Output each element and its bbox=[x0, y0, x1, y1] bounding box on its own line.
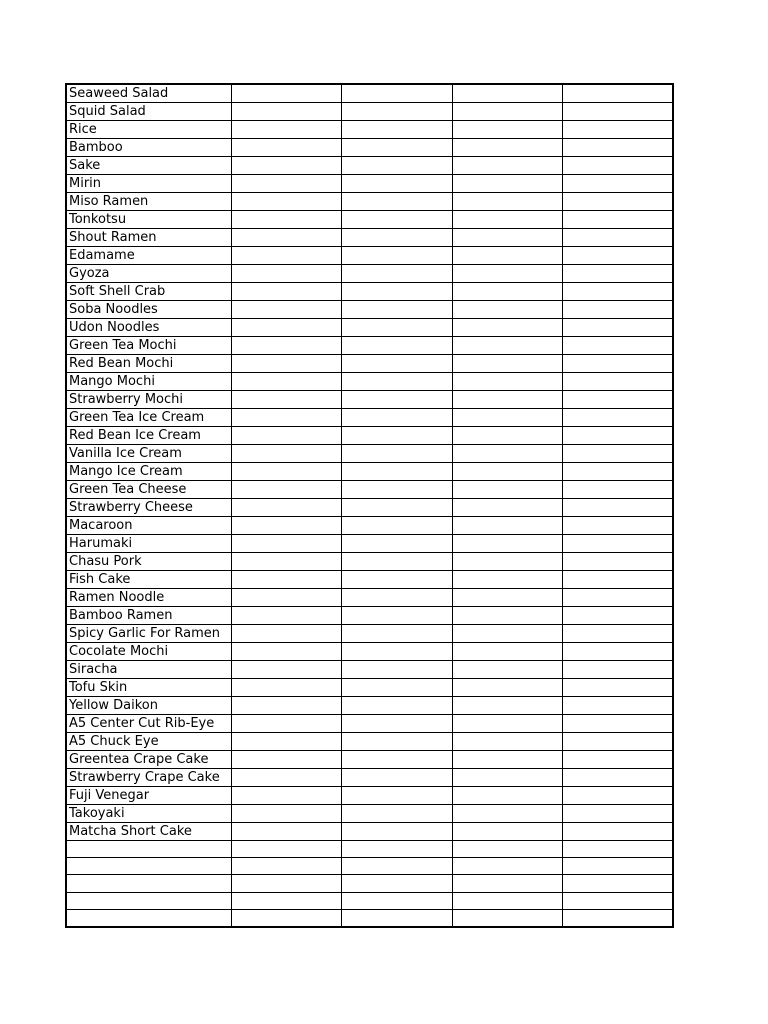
empty-cell[interactable] bbox=[231, 103, 341, 121]
empty-cell[interactable] bbox=[341, 517, 452, 535]
table-row bbox=[66, 909, 673, 926]
item-name-cell[interactable]: Mango Ice Cream bbox=[66, 463, 231, 481]
empty-cell[interactable] bbox=[452, 625, 562, 643]
empty-cell[interactable] bbox=[452, 157, 562, 175]
empty-cell[interactable] bbox=[452, 373, 562, 391]
empty-cell[interactable] bbox=[452, 535, 562, 553]
item-name-cell[interactable]: Siracha bbox=[66, 661, 231, 679]
table-row bbox=[66, 733, 673, 751]
table-row bbox=[66, 787, 673, 805]
empty-cell[interactable] bbox=[341, 409, 452, 427]
empty-cell[interactable] bbox=[231, 445, 341, 463]
empty-cell[interactable] bbox=[452, 175, 562, 193]
empty-cell[interactable] bbox=[562, 841, 673, 858]
empty-cell[interactable] bbox=[562, 697, 673, 715]
empty-cell[interactable] bbox=[562, 301, 673, 319]
empty-cell[interactable] bbox=[452, 427, 562, 445]
item-name-cell[interactable]: Bamboo bbox=[66, 139, 231, 157]
empty-cell[interactable] bbox=[341, 427, 452, 445]
empty-cell[interactable] bbox=[452, 553, 562, 571]
table-row bbox=[66, 661, 673, 679]
table-row bbox=[66, 571, 673, 589]
empty-cell[interactable] bbox=[231, 607, 341, 625]
empty-cell[interactable] bbox=[231, 463, 341, 481]
table-row bbox=[66, 625, 673, 643]
empty-cell[interactable] bbox=[341, 679, 452, 697]
table-row bbox=[66, 355, 673, 373]
empty-cell[interactable] bbox=[341, 787, 452, 805]
empty-cell[interactable] bbox=[231, 84, 341, 103]
table-row bbox=[66, 427, 673, 445]
item-name-cell[interactable]: Takoyaki bbox=[66, 805, 231, 823]
empty-cell[interactable] bbox=[562, 535, 673, 553]
empty-cell[interactable] bbox=[231, 858, 341, 875]
table-row bbox=[66, 481, 673, 499]
empty-cell[interactable] bbox=[562, 319, 673, 337]
empty-cell[interactable] bbox=[452, 355, 562, 373]
empty-cell[interactable] bbox=[341, 84, 452, 103]
empty-cell[interactable] bbox=[562, 427, 673, 445]
empty-cell[interactable] bbox=[231, 661, 341, 679]
empty-cell[interactable] bbox=[562, 283, 673, 301]
empty-cell[interactable] bbox=[452, 229, 562, 247]
table-row bbox=[66, 715, 673, 733]
empty-cell[interactable] bbox=[231, 319, 341, 337]
item-name-cell[interactable]: Strawberry Cheese bbox=[66, 499, 231, 517]
table-row bbox=[66, 391, 673, 409]
empty-cell[interactable] bbox=[341, 892, 452, 909]
empty-cell[interactable] bbox=[341, 319, 452, 337]
table-row bbox=[66, 607, 673, 625]
empty-cell[interactable] bbox=[562, 391, 673, 409]
table-row bbox=[66, 697, 673, 715]
empty-cell[interactable] bbox=[452, 643, 562, 661]
item-name-cell[interactable]: Strawberry Mochi bbox=[66, 391, 231, 409]
item-name-cell[interactable]: Red Bean Ice Cream bbox=[66, 427, 231, 445]
table-row bbox=[66, 283, 673, 301]
empty-cell[interactable] bbox=[341, 661, 452, 679]
empty-cell[interactable] bbox=[452, 319, 562, 337]
item-name-cell[interactable]: Gyoza bbox=[66, 265, 231, 283]
empty-cell[interactable] bbox=[452, 391, 562, 409]
empty-cell[interactable] bbox=[452, 751, 562, 769]
empty-cell[interactable] bbox=[452, 463, 562, 481]
empty-cell[interactable] bbox=[231, 571, 341, 589]
empty-cell[interactable] bbox=[341, 715, 452, 733]
empty-cell[interactable] bbox=[562, 229, 673, 247]
table-row bbox=[66, 463, 673, 481]
item-name-cell[interactable]: Vanilla Ice Cream bbox=[66, 445, 231, 463]
item-name-cell[interactable]: Strawberry Crape Cake bbox=[66, 769, 231, 787]
table-row bbox=[66, 445, 673, 463]
empty-cell[interactable] bbox=[341, 229, 452, 247]
empty-cell[interactable] bbox=[341, 625, 452, 643]
empty-cell[interactable] bbox=[231, 283, 341, 301]
empty-cell[interactable] bbox=[231, 247, 341, 265]
item-name-cell[interactable]: Fuji Venegar bbox=[66, 787, 231, 805]
empty-cell[interactable] bbox=[341, 175, 452, 193]
item-name-cell[interactable]: Mirin bbox=[66, 175, 231, 193]
empty-cell[interactable] bbox=[452, 121, 562, 139]
empty-cell[interactable] bbox=[341, 751, 452, 769]
empty-cell[interactable] bbox=[562, 892, 673, 909]
empty-cell[interactable] bbox=[341, 769, 452, 787]
empty-cell[interactable] bbox=[231, 409, 341, 427]
empty-cell[interactable] bbox=[452, 517, 562, 535]
empty-cell[interactable] bbox=[562, 499, 673, 517]
empty-cell[interactable] bbox=[452, 337, 562, 355]
item-name-cell[interactable]: Yellow Daikon bbox=[66, 697, 231, 715]
empty-cell[interactable] bbox=[562, 265, 673, 283]
item-name-cell[interactable]: Macaroon bbox=[66, 517, 231, 535]
empty-cell[interactable] bbox=[452, 769, 562, 787]
empty-cell[interactable] bbox=[231, 517, 341, 535]
empty-cell[interactable] bbox=[231, 769, 341, 787]
empty-cell[interactable] bbox=[452, 787, 562, 805]
empty-cell[interactable] bbox=[231, 373, 341, 391]
item-name-cell[interactable]: Greentea Crape Cake bbox=[66, 751, 231, 769]
empty-cell[interactable] bbox=[452, 445, 562, 463]
table-row bbox=[66, 643, 673, 661]
table-row bbox=[66, 319, 673, 337]
empty-cell[interactable] bbox=[231, 787, 341, 805]
empty-cell[interactable] bbox=[452, 103, 562, 121]
empty-cell[interactable] bbox=[562, 787, 673, 805]
empty-cell[interactable] bbox=[231, 823, 341, 841]
table-row bbox=[66, 211, 673, 229]
empty-cell[interactable] bbox=[341, 607, 452, 625]
empty-cell[interactable] bbox=[231, 697, 341, 715]
item-name-cell[interactable]: Green Tea Ice Cream bbox=[66, 409, 231, 427]
table-row bbox=[66, 265, 673, 283]
empty-cell[interactable] bbox=[452, 247, 562, 265]
empty-cell[interactable] bbox=[341, 571, 452, 589]
table-row bbox=[66, 589, 673, 607]
empty-cell[interactable] bbox=[562, 553, 673, 571]
empty-cell[interactable] bbox=[341, 643, 452, 661]
empty-cell[interactable] bbox=[231, 909, 341, 926]
empty-cell[interactable] bbox=[562, 909, 673, 926]
empty-cell[interactable] bbox=[452, 481, 562, 499]
table-row bbox=[66, 499, 673, 517]
empty-cell[interactable] bbox=[562, 875, 673, 892]
empty-cell[interactable] bbox=[341, 858, 452, 875]
empty-cell[interactable] bbox=[562, 733, 673, 751]
empty-cell[interactable] bbox=[341, 247, 452, 265]
item-name-cell[interactable]: Mango Mochi bbox=[66, 373, 231, 391]
item-name-cell[interactable]: Tofu Skin bbox=[66, 679, 231, 697]
empty-cell[interactable] bbox=[231, 301, 341, 319]
table-row bbox=[66, 409, 673, 427]
item-name-cell[interactable] bbox=[66, 858, 231, 875]
table-row bbox=[66, 139, 673, 157]
item-name-cell[interactable]: Matcha Short Cake bbox=[66, 823, 231, 841]
empty-cell[interactable] bbox=[341, 391, 452, 409]
item-name-cell[interactable] bbox=[66, 841, 231, 858]
empty-cell[interactable] bbox=[231, 535, 341, 553]
empty-cell[interactable] bbox=[341, 499, 452, 517]
empty-cell[interactable] bbox=[231, 139, 341, 157]
empty-cell[interactable] bbox=[452, 805, 562, 823]
empty-cell[interactable] bbox=[341, 193, 452, 211]
empty-cell[interactable] bbox=[452, 301, 562, 319]
table-row bbox=[66, 841, 673, 858]
empty-cell[interactable] bbox=[562, 643, 673, 661]
empty-cell[interactable] bbox=[231, 625, 341, 643]
empty-cell[interactable] bbox=[452, 409, 562, 427]
empty-cell[interactable] bbox=[562, 715, 673, 733]
empty-cell[interactable] bbox=[231, 175, 341, 193]
item-name-cell[interactable]: Tonkotsu bbox=[66, 211, 231, 229]
empty-cell[interactable] bbox=[231, 337, 341, 355]
item-name-cell[interactable]: Shout Ramen bbox=[66, 229, 231, 247]
empty-cell[interactable] bbox=[341, 337, 452, 355]
empty-cell[interactable] bbox=[452, 697, 562, 715]
empty-cell[interactable] bbox=[562, 571, 673, 589]
empty-cell[interactable] bbox=[452, 715, 562, 733]
empty-cell[interactable] bbox=[231, 427, 341, 445]
empty-cell[interactable] bbox=[231, 892, 341, 909]
empty-cell[interactable] bbox=[562, 157, 673, 175]
empty-cell[interactable] bbox=[231, 733, 341, 751]
item-name-cell[interactable]: Sake bbox=[66, 157, 231, 175]
empty-cell[interactable] bbox=[562, 625, 673, 643]
table-row bbox=[66, 175, 673, 193]
item-name-cell[interactable]: Fish Cake bbox=[66, 571, 231, 589]
inventory-sheet-body bbox=[66, 84, 673, 927]
table-row bbox=[66, 301, 673, 319]
table-row bbox=[66, 751, 673, 769]
empty-cell[interactable] bbox=[231, 211, 341, 229]
empty-cell[interactable] bbox=[452, 661, 562, 679]
empty-cell[interactable] bbox=[452, 679, 562, 697]
empty-cell[interactable] bbox=[562, 769, 673, 787]
empty-cell[interactable] bbox=[562, 355, 673, 373]
empty-cell[interactable] bbox=[452, 858, 562, 875]
empty-cell[interactable] bbox=[341, 301, 452, 319]
item-name-cell[interactable] bbox=[66, 892, 231, 909]
empty-cell[interactable] bbox=[341, 841, 452, 858]
empty-cell[interactable] bbox=[452, 499, 562, 517]
empty-cell[interactable] bbox=[562, 121, 673, 139]
empty-cell[interactable] bbox=[452, 193, 562, 211]
empty-cell[interactable] bbox=[231, 391, 341, 409]
item-name-cell[interactable] bbox=[66, 909, 231, 926]
empty-cell[interactable] bbox=[231, 841, 341, 858]
empty-cell[interactable] bbox=[562, 661, 673, 679]
empty-cell[interactable] bbox=[341, 373, 452, 391]
empty-cell[interactable] bbox=[452, 823, 562, 841]
empty-cell[interactable] bbox=[341, 553, 452, 571]
table-row bbox=[66, 875, 673, 892]
table-row bbox=[66, 805, 673, 823]
inventory-sheet-table bbox=[65, 83, 674, 928]
empty-cell[interactable] bbox=[231, 265, 341, 283]
empty-cell[interactable] bbox=[562, 445, 673, 463]
empty-cell[interactable] bbox=[452, 733, 562, 751]
empty-cell[interactable] bbox=[562, 211, 673, 229]
empty-cell[interactable] bbox=[341, 139, 452, 157]
empty-cell[interactable] bbox=[231, 875, 341, 892]
empty-cell[interactable] bbox=[231, 193, 341, 211]
item-name-cell[interactable]: Ramen Noodle bbox=[66, 589, 231, 607]
item-name-cell[interactable]: Harumaki bbox=[66, 535, 231, 553]
empty-cell[interactable] bbox=[452, 841, 562, 858]
empty-cell[interactable] bbox=[231, 751, 341, 769]
empty-cell[interactable] bbox=[452, 211, 562, 229]
empty-cell[interactable] bbox=[562, 805, 673, 823]
empty-cell[interactable] bbox=[341, 445, 452, 463]
empty-cell[interactable] bbox=[562, 823, 673, 841]
item-name-cell[interactable]: Bamboo Ramen bbox=[66, 607, 231, 625]
table-row bbox=[66, 553, 673, 571]
item-name-cell[interactable]: Edamame bbox=[66, 247, 231, 265]
table-row bbox=[66, 247, 673, 265]
empty-cell[interactable] bbox=[341, 805, 452, 823]
empty-cell[interactable] bbox=[231, 157, 341, 175]
empty-cell[interactable] bbox=[341, 283, 452, 301]
item-name-cell[interactable]: Green Tea Cheese bbox=[66, 481, 231, 499]
empty-cell[interactable] bbox=[452, 139, 562, 157]
empty-cell[interactable] bbox=[231, 355, 341, 373]
empty-cell[interactable] bbox=[452, 607, 562, 625]
empty-cell[interactable] bbox=[452, 283, 562, 301]
item-name-cell[interactable]: Spicy Garlic For Ramen bbox=[66, 625, 231, 643]
empty-cell[interactable] bbox=[231, 499, 341, 517]
item-name-cell[interactable]: Rice bbox=[66, 121, 231, 139]
empty-cell[interactable] bbox=[562, 337, 673, 355]
empty-cell[interactable] bbox=[562, 751, 673, 769]
item-name-cell[interactable]: A5 Center Cut Rib-Eye bbox=[66, 715, 231, 733]
empty-cell[interactable] bbox=[452, 875, 562, 892]
empty-cell[interactable] bbox=[341, 697, 452, 715]
empty-cell[interactable] bbox=[562, 463, 673, 481]
table-row bbox=[66, 769, 673, 787]
empty-cell[interactable] bbox=[562, 517, 673, 535]
empty-cell[interactable] bbox=[341, 211, 452, 229]
table-row bbox=[66, 229, 673, 247]
empty-cell[interactable] bbox=[562, 858, 673, 875]
empty-cell[interactable] bbox=[341, 535, 452, 553]
table-row bbox=[66, 193, 673, 211]
table-row bbox=[66, 157, 673, 175]
empty-cell[interactable] bbox=[452, 892, 562, 909]
table-row bbox=[66, 823, 673, 841]
table-row bbox=[66, 892, 673, 909]
empty-cell[interactable] bbox=[341, 823, 452, 841]
empty-cell[interactable] bbox=[341, 103, 452, 121]
empty-cell[interactable] bbox=[562, 679, 673, 697]
item-name-cell[interactable] bbox=[66, 875, 231, 892]
empty-cell[interactable] bbox=[562, 409, 673, 427]
empty-cell[interactable] bbox=[341, 909, 452, 926]
item-name-cell[interactable]: Chasu Pork bbox=[66, 553, 231, 571]
empty-cell[interactable] bbox=[562, 139, 673, 157]
table-row bbox=[66, 535, 673, 553]
empty-cell[interactable] bbox=[231, 679, 341, 697]
empty-cell[interactable] bbox=[562, 175, 673, 193]
empty-cell[interactable] bbox=[452, 909, 562, 926]
empty-cell[interactable] bbox=[452, 571, 562, 589]
table-row bbox=[66, 373, 673, 391]
item-name-cell[interactable]: Seaweed Salad bbox=[66, 84, 231, 103]
empty-cell[interactable] bbox=[562, 373, 673, 391]
item-name-cell[interactable]: Miso Ramen bbox=[66, 193, 231, 211]
item-name-cell[interactable]: Cocolate Mochi bbox=[66, 643, 231, 661]
empty-cell[interactable] bbox=[341, 589, 452, 607]
table-row bbox=[66, 517, 673, 535]
empty-cell[interactable] bbox=[341, 481, 452, 499]
item-name-cell[interactable]: Udon Noodles bbox=[66, 319, 231, 337]
empty-cell[interactable] bbox=[452, 589, 562, 607]
empty-cell[interactable] bbox=[231, 481, 341, 499]
empty-cell[interactable] bbox=[231, 715, 341, 733]
empty-cell[interactable] bbox=[562, 589, 673, 607]
empty-cell[interactable] bbox=[562, 247, 673, 265]
empty-cell[interactable] bbox=[562, 84, 673, 103]
table-row bbox=[66, 679, 673, 697]
item-name-cell[interactable]: Soft Shell Crab bbox=[66, 283, 231, 301]
empty-cell[interactable] bbox=[341, 463, 452, 481]
empty-cell[interactable] bbox=[562, 607, 673, 625]
table-row bbox=[66, 121, 673, 139]
empty-cell[interactable] bbox=[231, 805, 341, 823]
empty-cell[interactable] bbox=[562, 103, 673, 121]
empty-cell[interactable] bbox=[452, 265, 562, 283]
item-name-cell[interactable]: Green Tea Mochi bbox=[66, 337, 231, 355]
empty-cell[interactable] bbox=[341, 733, 452, 751]
empty-cell[interactable] bbox=[341, 355, 452, 373]
empty-cell[interactable] bbox=[562, 193, 673, 211]
empty-cell[interactable] bbox=[341, 121, 452, 139]
empty-cell[interactable] bbox=[231, 229, 341, 247]
table-row bbox=[66, 858, 673, 875]
table-row bbox=[66, 103, 673, 121]
empty-cell[interactable] bbox=[231, 589, 341, 607]
empty-cell[interactable] bbox=[562, 481, 673, 499]
empty-cell[interactable] bbox=[341, 157, 452, 175]
empty-cell[interactable] bbox=[231, 121, 341, 139]
table-row bbox=[66, 84, 673, 103]
item-name-cell[interactable]: Soba Noodles bbox=[66, 301, 231, 319]
empty-cell[interactable] bbox=[452, 84, 562, 103]
item-name-cell[interactable]: Squid Salad bbox=[66, 103, 231, 121]
item-name-cell[interactable]: Red Bean Mochi bbox=[66, 355, 231, 373]
empty-cell[interactable] bbox=[341, 875, 452, 892]
table-row bbox=[66, 337, 673, 355]
empty-cell[interactable] bbox=[231, 643, 341, 661]
item-name-cell[interactable]: A5 Chuck Eye bbox=[66, 733, 231, 751]
empty-cell[interactable] bbox=[341, 265, 452, 283]
empty-cell[interactable] bbox=[231, 553, 341, 571]
